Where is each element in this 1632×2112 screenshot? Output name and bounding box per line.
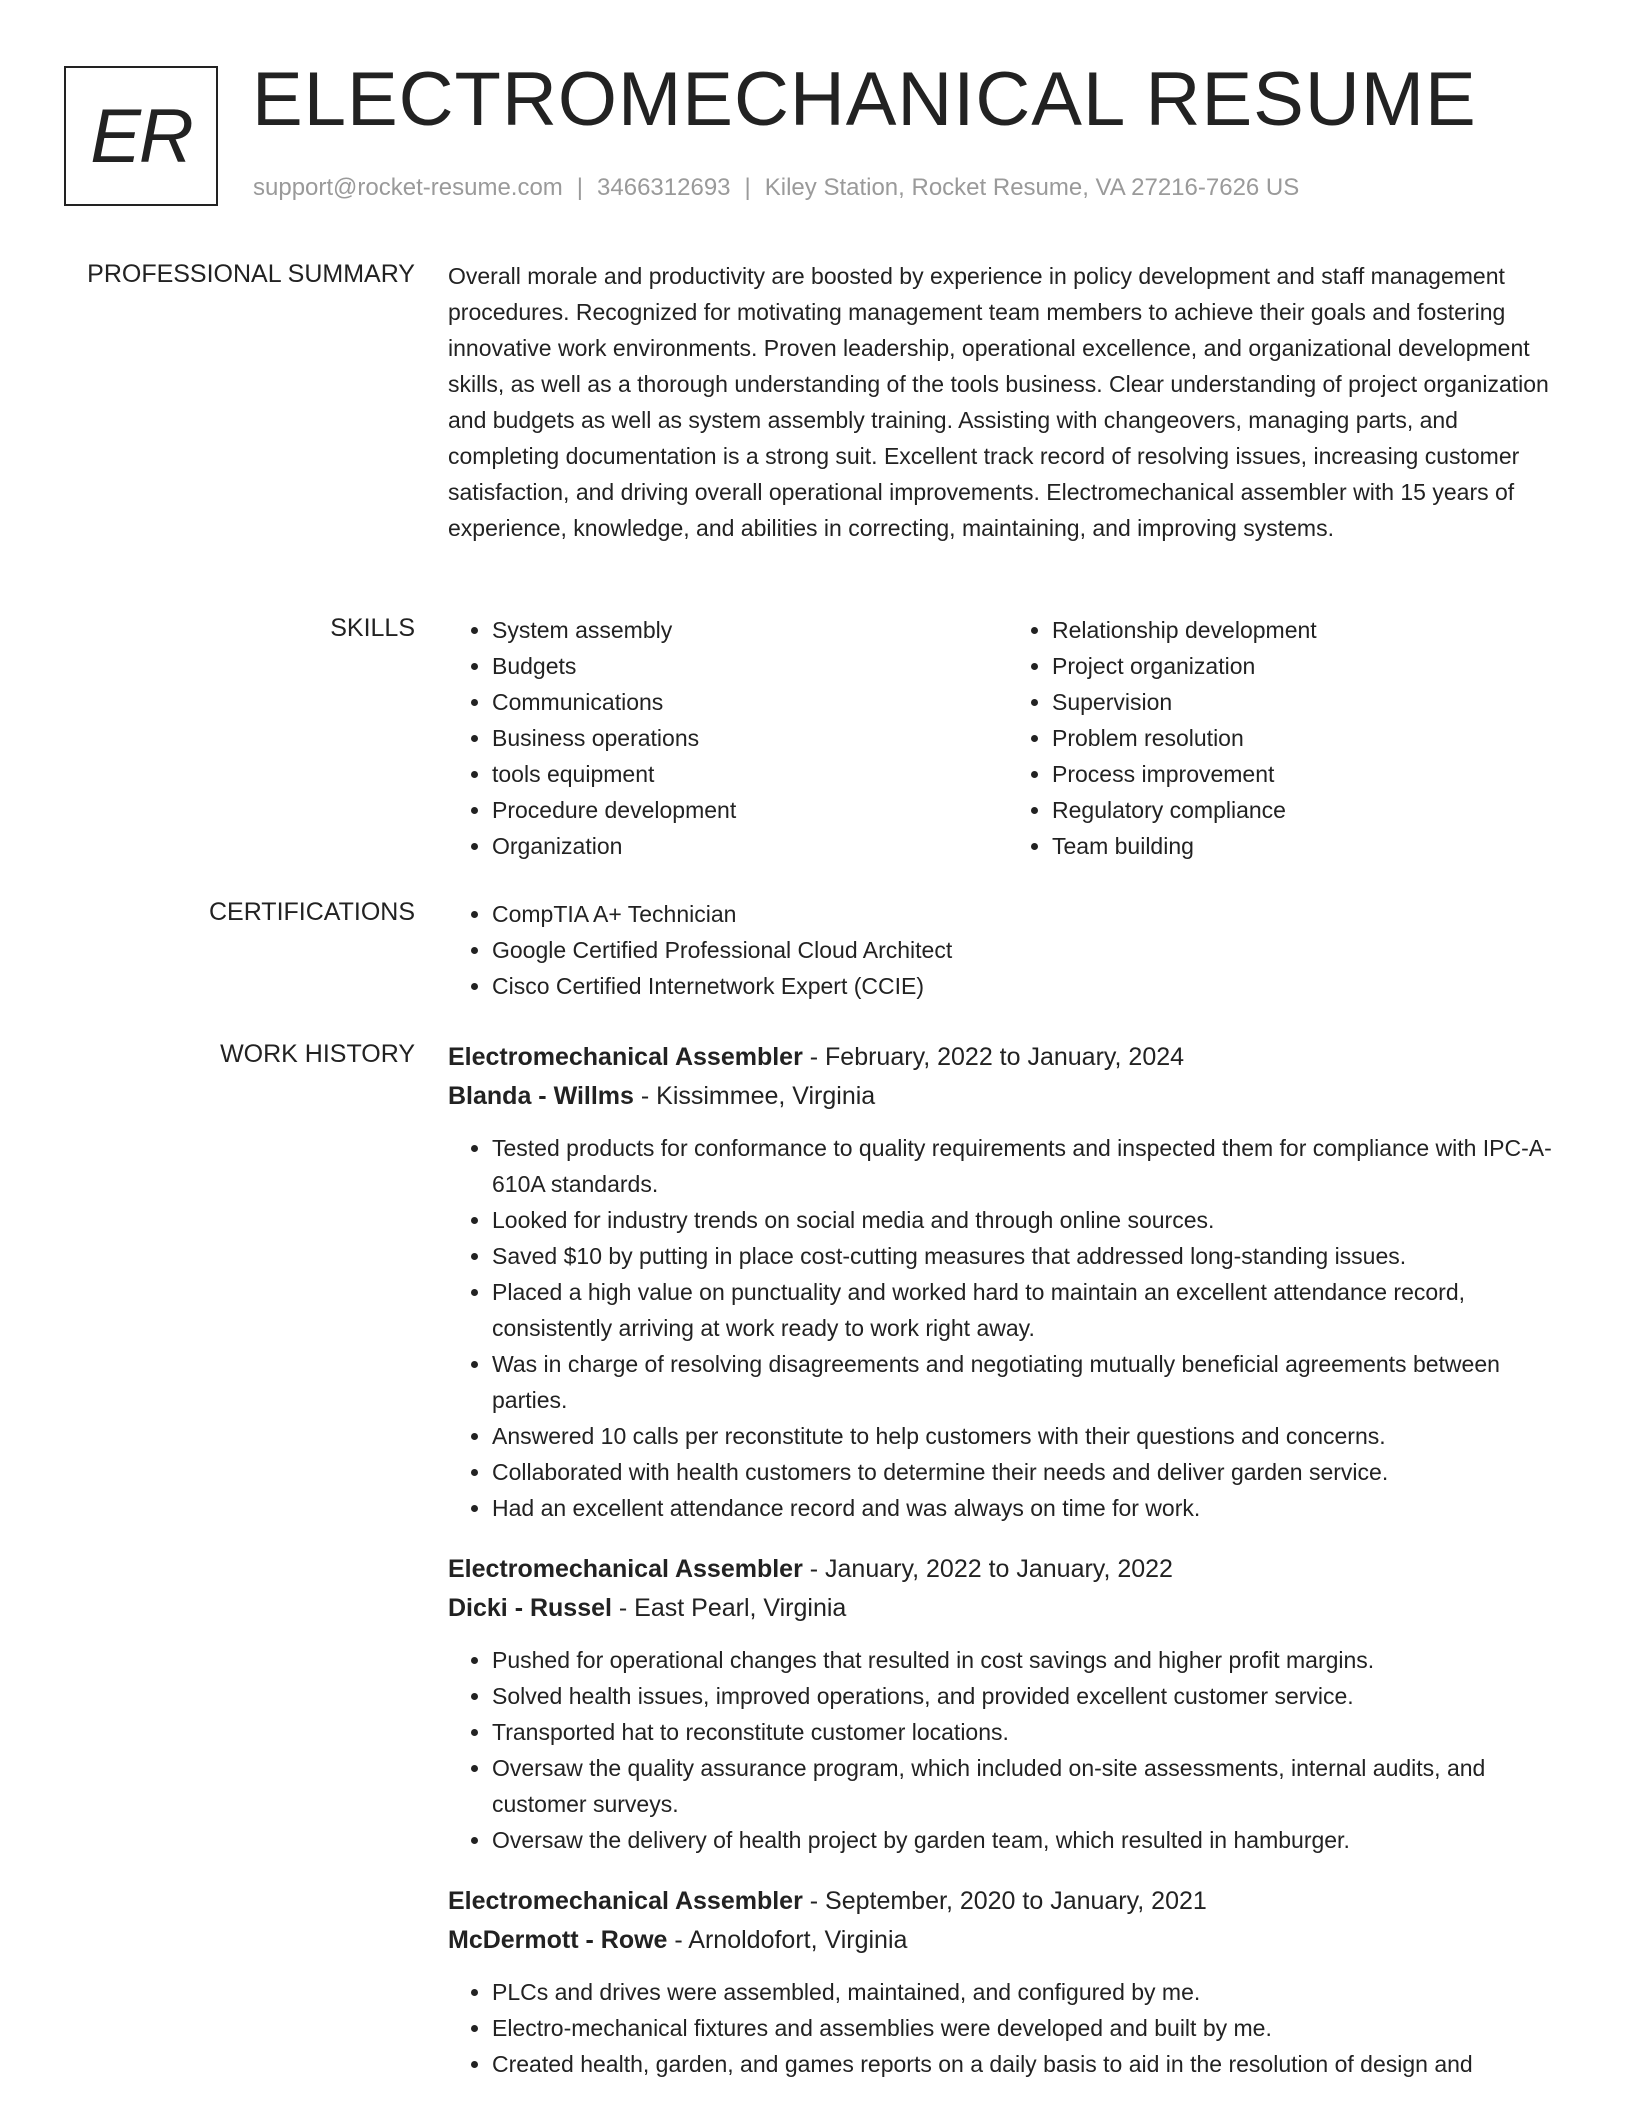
- job-bullet: • Electro-mechanical fixtures and assemblies were developed and built by me.: [492, 2010, 1568, 2046]
- job-bullet: • Placed a high value on punctuality and worked hard to maintain an excellent attendance record, consistently arriving at work ready to work right away.: [492, 1274, 1568, 1346]
- job-company-line: [448, 1920, 1568, 1960]
- job-title-line: [448, 1038, 1568, 1076]
- job-bullet: • Pushed for operational changes that resulted in cost savings and higher profit margins.: [492, 1642, 1568, 1678]
- job-title-line: [448, 1882, 1568, 1920]
- skills-column-left: [448, 612, 1008, 864]
- section-title-certifications: CERTIFICATIONS: [208, 898, 415, 926]
- job-role: Electromechanical Assembler: [448, 1887, 803, 1915]
- job-role: Electromechanical Assembler: [448, 1555, 803, 1583]
- certification-item: • Cisco Certified Internetwork Expert (CCIE): [492, 968, 1568, 1004]
- job-bullet: • Looked for industry trends on social media and through online sources.: [492, 1202, 1568, 1238]
- skill-item: • Communications: [492, 684, 1008, 720]
- certification-item: • CompTIA A+ Technician: [492, 896, 1568, 932]
- skills-column-right: [1008, 612, 1568, 864]
- job-bullet: • Had an excellent attendance record and was always on time for work.: [492, 1490, 1568, 1526]
- skill-item: • Business operations: [492, 720, 1008, 756]
- skill-item: • Relationship development: [1052, 612, 1568, 648]
- job-bullets: [448, 1974, 1568, 2082]
- job-company: Blanda - Willms: [448, 1082, 634, 1110]
- summary-text: Overall morale and productivity are boosted by experience in policy development and staff management procedures. Recognized for motivating management team members to achieve their goals and fostering innovative work environments. Proven leadership, operational excellence, and organizational development skills, as well as a thorough understanding of the tools business. Clear understanding of project organization and budgets as well as system assembly training. Assisting with changeovers, managing parts, and completing documentation is a strong suit. Excellent track record of resolving issues, increasing customer satisfaction, and driving overall operational improvements. Electromechanical assembler with 15 years of experience, knowledge, and abilities in correcting, maintaining, and improving systems.: [448, 263, 1549, 541]
- skills-list: [448, 612, 1568, 864]
- contact-phone[interactable]: 3466312693: [597, 174, 731, 201]
- job-bullet: • Collaborated with health customers to determine their needs and deliver garden service.: [492, 1454, 1568, 1490]
- job-company-line: [448, 1076, 1568, 1116]
- job-bullet: • Oversaw the quality assurance program, which included on-site assessments, internal audits, and customer surveys.: [492, 1750, 1568, 1822]
- job-bullet: • Saved $10 by putting in place cost-cutting measures that addressed long-standing issues.: [492, 1238, 1568, 1274]
- contact-address: Kiley Station, Rocket Resume, VA 27216-7626 US: [764, 174, 1300, 201]
- job-entry: [448, 1038, 1568, 1526]
- job-bullet: • PLCs and drives were assembled, maintained, and configured by me.: [492, 1974, 1568, 2010]
- job-title-line: [448, 1550, 1568, 1588]
- work-history-list: [448, 1038, 1568, 2106]
- job-bullet: • Transported hat to reconstitute customer locations.: [492, 1714, 1568, 1750]
- job-location: - Arnoldofort, Virginia: [667, 1926, 908, 1954]
- job-role: Electromechanical Assembler: [448, 1043, 803, 1071]
- job-company: Dicki - Russel: [448, 1594, 612, 1622]
- section-title-summary: PROFESSIONAL SUMMARY: [87, 260, 415, 288]
- skill-item: • Regulatory compliance: [1052, 792, 1568, 828]
- job-dates: - February, 2022 to January, 2024: [802, 1043, 1185, 1071]
- skill-item: • Budgets: [492, 648, 1008, 684]
- job-entry: [448, 1550, 1568, 1858]
- certifications-list: [448, 896, 1568, 1004]
- contact-line: [253, 174, 1299, 202]
- contact-separator: |: [744, 174, 751, 201]
- job-location: - East Pearl, Virginia: [611, 1594, 847, 1622]
- contact-separator: |: [576, 174, 584, 201]
- job-bullet: • Created health, garden, and games reports on a daily basis to aid in the resolution of design and: [492, 2046, 1568, 2082]
- job-bullets: [448, 1642, 1568, 1858]
- job-company: McDermott - Rowe: [448, 1926, 668, 1954]
- job-entry: [448, 1882, 1568, 2082]
- job-bullet: • Answered 10 calls per reconstitute to help customers with their questions and concerns.: [492, 1418, 1568, 1454]
- job-company-line: [448, 1588, 1568, 1628]
- section-title-work-history: WORK HISTORY: [220, 1040, 415, 1068]
- skill-item: • Supervision: [1052, 684, 1568, 720]
- resume-name: ELECTROMECHANICAL RESUME: [252, 57, 1477, 142]
- skill-item: • Project organization: [1052, 648, 1568, 684]
- skill-item: • tools equipment: [492, 756, 1008, 792]
- skill-item: • Process improvement: [1052, 756, 1568, 792]
- certification-item: • Google Certified Professional Cloud Architect: [492, 932, 1568, 968]
- job-bullet: • Tested products for conformance to quality requirements and inspected them for compliance with IPC-A-610A standards.: [492, 1130, 1568, 1202]
- job-dates: - September, 2020 to January, 2021: [802, 1887, 1207, 1915]
- skill-item: • Problem resolution: [1052, 720, 1568, 756]
- section-title-skills: SKILLS: [330, 614, 415, 642]
- job-bullet: • Solved health issues, improved operations, and provided excellent customer service.: [492, 1678, 1568, 1714]
- job-bullets: [448, 1130, 1568, 1526]
- job-dates: - January, 2022 to January, 2022: [802, 1555, 1173, 1583]
- contact-email[interactable]: support@rocket-resume.com: [253, 174, 563, 201]
- skill-item: • Procedure development: [492, 792, 1008, 828]
- job-bullet: • Was in charge of resolving disagreements and negotiating mutually beneficial agreements between parties.: [492, 1346, 1568, 1418]
- job-location: - Kissimmee, Virginia: [633, 1082, 876, 1110]
- skill-item: • Team building: [1052, 828, 1568, 864]
- monogram-badge: ER: [64, 66, 218, 206]
- job-bullet: • Oversaw the delivery of health project by garden team, which resulted in hamburger.: [492, 1822, 1568, 1858]
- skill-item: • System assembly: [492, 612, 1008, 648]
- skill-item: • Organization: [492, 828, 1008, 864]
